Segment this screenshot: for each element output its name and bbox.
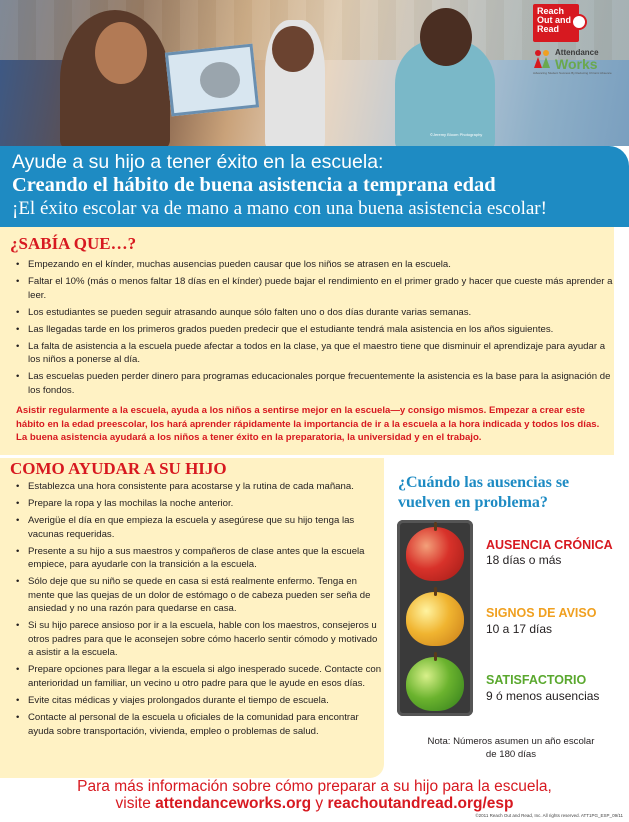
footer-line-1: Para más información sobre cómo preparar a su hijo para la escuela, [77,778,552,795]
reachoutandread-link[interactable]: reachoutandread.org/esp [327,795,514,812]
list-item: • Sólo deje que su niño se quede en casa si está realmente enfermo. Tenga en mente que las quejas de un dolor de estómago o de cabeza pueden ser seña de ansiedad y no una razón para quedarse en casa. [10,575,382,616]
absence-levels-heading: ¿Cuándo las ausencias se vuelven en problema? [398,474,570,511]
logo-text-line: Read [537,24,560,34]
how-to-help-list [10,480,382,742]
apple-stem-icon [434,652,437,661]
photo-credit: ©Jeremy Bloom Photography [430,132,483,137]
logo-text-line: Out and [537,15,571,25]
stethoscope-icon [571,14,587,30]
footer-and: y [315,795,324,812]
banner-line-1: Ayude a su hijo a tener éxito en la escuela: [12,151,384,173]
level-desc-satisfactory: 9 ó menos ausencias [486,689,600,703]
list-item: • Averigüe el día en que empieza la escuela y asegúrese que su hijo tenga las vacunas requeridas. [10,514,382,541]
logo-tagline: Advancing Student Success By Reducing Chronic Absence [533,71,612,75]
list-item: • Contacte al personal de la escuela u oficiales de la comunidad para encontrar ayuda sobre transportación, vivienda, empleo o problemas de salud. [10,711,382,738]
level-title-satisfactory: SATISFACTORIO [486,673,587,687]
list-item: • Los estudiantes se pueden seguir atrasando aunque sólo falten uno o dos días durante varias semanas. [10,306,614,320]
how-to-help-heading: COMO AYUDAR A SU HIJO [10,459,227,478]
level-desc-chronic: 18 días o más [486,553,562,567]
logo-works-text: Works [555,56,598,72]
apple-stem-icon [434,522,437,531]
list-item: • Si su hijo parece ansioso por ir a la escuela, hable con los maestros, consejeros u otros padres para que le aconsejen sobre cómo hacerlo sentir cómodo y motivado a asistir a la escuela. [10,619,382,660]
title-banner [0,146,629,227]
list-item: • Establezca una hora consistente para acostarse y la rutina de cada mañana. [10,480,382,494]
did-you-know-heading: ¿SABÍA QUE…? [10,234,137,253]
footer-visite: visite [115,795,151,812]
level-desc-warning: 10 a 17 días [486,622,553,636]
list-item: • Presente a su hijo a sus maestros y compañeros de clase antes que la escuela empiece, para ayudarle con la transición a la escuela. [10,545,382,572]
apple-stem-icon [434,587,437,596]
child-face-1 [272,26,314,72]
banner-subtitle: ¡El éxito escolar va de mano a mano con una buena asistencia escolar! [12,198,547,219]
list-item: • Las llegadas tarde en los primeros grados pueden predecir que el estudiante tendrá mala asistencia en los años siguientes. [10,323,614,337]
list-item: • Prepare opciones para llegar a la escuela si algo inesperado sucede. Contacte con anterioridad un familiar, un vecino u otro padre para que le ayude en esos días. [10,663,382,690]
attendanceworks-link[interactable]: attendanceworks.org [155,795,312,812]
list-item: • Faltar el 10% (más o menos faltar 18 días en el kínder) puede bajar el rendimiento en el primer grado y hacer que cueste más aprender a leer. [10,275,614,302]
teacher-face [95,22,147,84]
list-item: • Las escuelas pueden perder dinero para programas educacionales porque frecuentemente la asistencia es la base para la asignación de los fondos. [10,370,614,397]
reach-out-and-read-logo [533,4,579,42]
list-item: • Evite citas médicas y viajes prolongados durante el tiempo de escuela. [10,694,382,708]
green-apple-icon [406,657,464,711]
child-face-2 [420,8,472,66]
attendance-works-logo [533,47,613,77]
people-icon [533,49,551,69]
yellow-apple-icon [406,592,464,646]
copyright-notice: ©2011 Reach Out and Read, Inc. All rights reserved. ATT1PG_ESP_09/11 [475,813,623,818]
school-year-note: Nota: Números asumen un año escolar de 180 días [427,736,595,760]
level-title-chronic: AUSENCIA CRÓNICA [486,538,613,552]
logo-attendance-text: Attendance [555,48,599,57]
footer-info [0,778,629,812]
book-illustration [200,62,240,98]
list-item: • Empezando en el kínder, muchas ausencias pueden causar que los niños se atrasen en la escuela. [10,258,614,272]
did-you-know-list [10,258,614,401]
banner-headline: Creando el hábito de buena asistencia a temprana edad [12,174,496,196]
level-title-warning: SIGNOS DE AVISO [486,606,597,620]
logo-text-line: Reach [537,6,565,16]
footer-line-2 [0,795,629,812]
attendance-callout: Asistir regularmente a la escuela, ayuda a los niños a sentirse mejor en la escuela—y consigo mismos. Empezar a crear este hábito en la edad preescolar, los hará aprender rápidamente la importancia de ir a la escuela a la hora indicada y todos los días. La buena asistencia ayudará a los niños a tener éxito en la preparatoria, la universidad y en el trabajo. [16,405,600,444]
red-apple-icon [406,527,464,581]
list-item: • Prepare la ropa y las mochilas la noche anterior. [10,497,382,511]
list-item: • La falta de asistencia a la escuela puede afectar a todos en la clase, ya que el maestro tiene que disminuir el aprendizaje para ayudar a los niños a ponerse al día. [10,340,614,367]
